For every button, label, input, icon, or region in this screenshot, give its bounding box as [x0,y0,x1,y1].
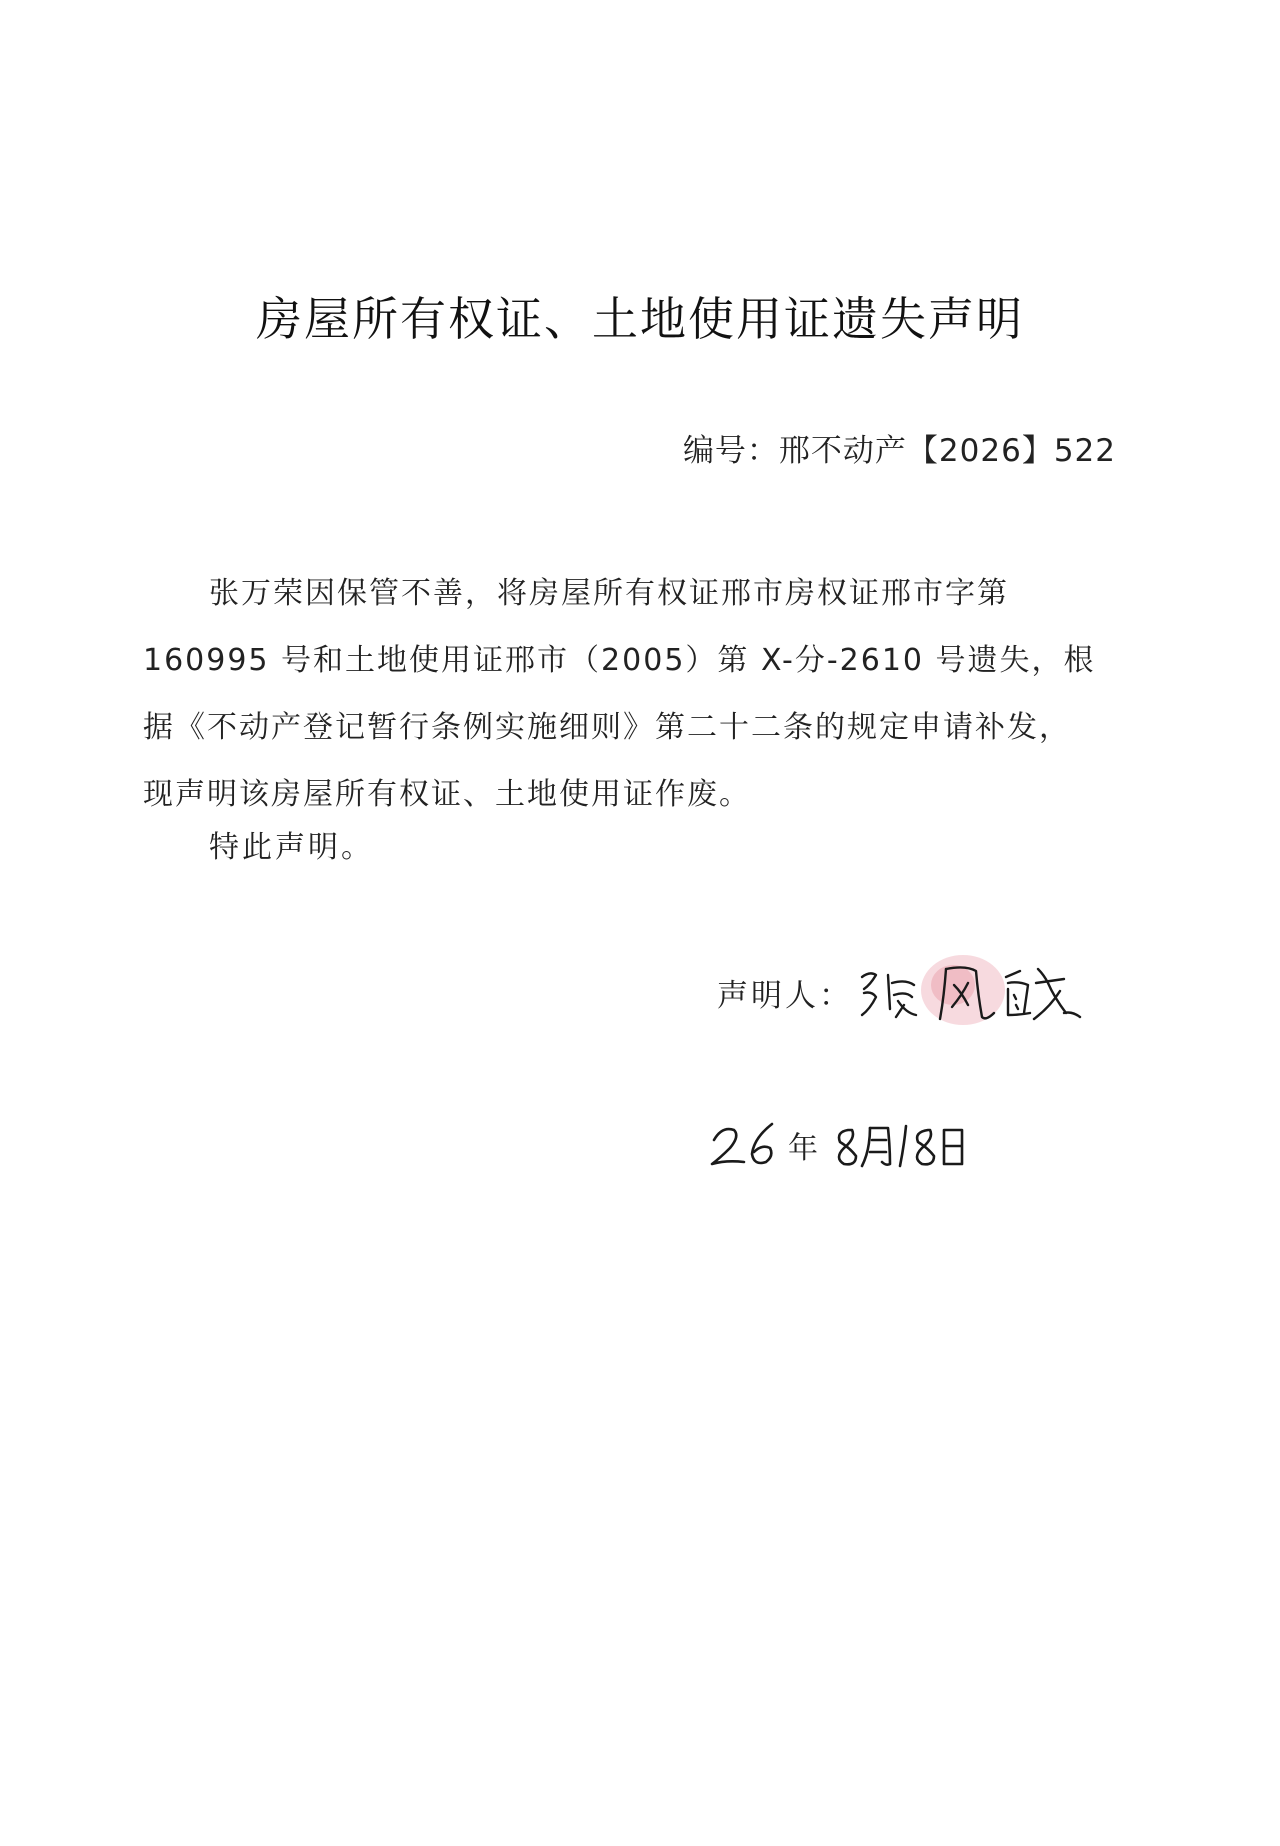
body-line-1: 张万荣因保管不善，将房屋所有权证邢市房权证邢市字第 [209,576,1009,611]
date-strokes-2 [839,1126,962,1166]
date-strokes [712,1124,772,1164]
handwritten-signature [848,935,1098,1055]
handwritten-date [700,1100,1020,1180]
date-year-char: 年 [788,1131,818,1166]
closing-statement: 特此声明。 [209,830,374,865]
declarant-label: 声明人： [717,978,853,1014]
body-line-3: 据《不动产登记暂行条例实施细则》第二十二条的规定申请补发， [143,710,1071,745]
document-number: 编号：邢不动产【2026】522 [682,433,1116,469]
page-title: 房屋所有权证、土地使用证遗失声明 [256,292,1024,346]
declaration-body [143,560,1123,828]
body-line-2: 160995 号和土地使用证邢市（2005）第 X-分-2610 号遗失，根 [143,643,1096,678]
body-line-4: 现声明该房屋所有权证、土地使用证作废。 [143,777,751,812]
